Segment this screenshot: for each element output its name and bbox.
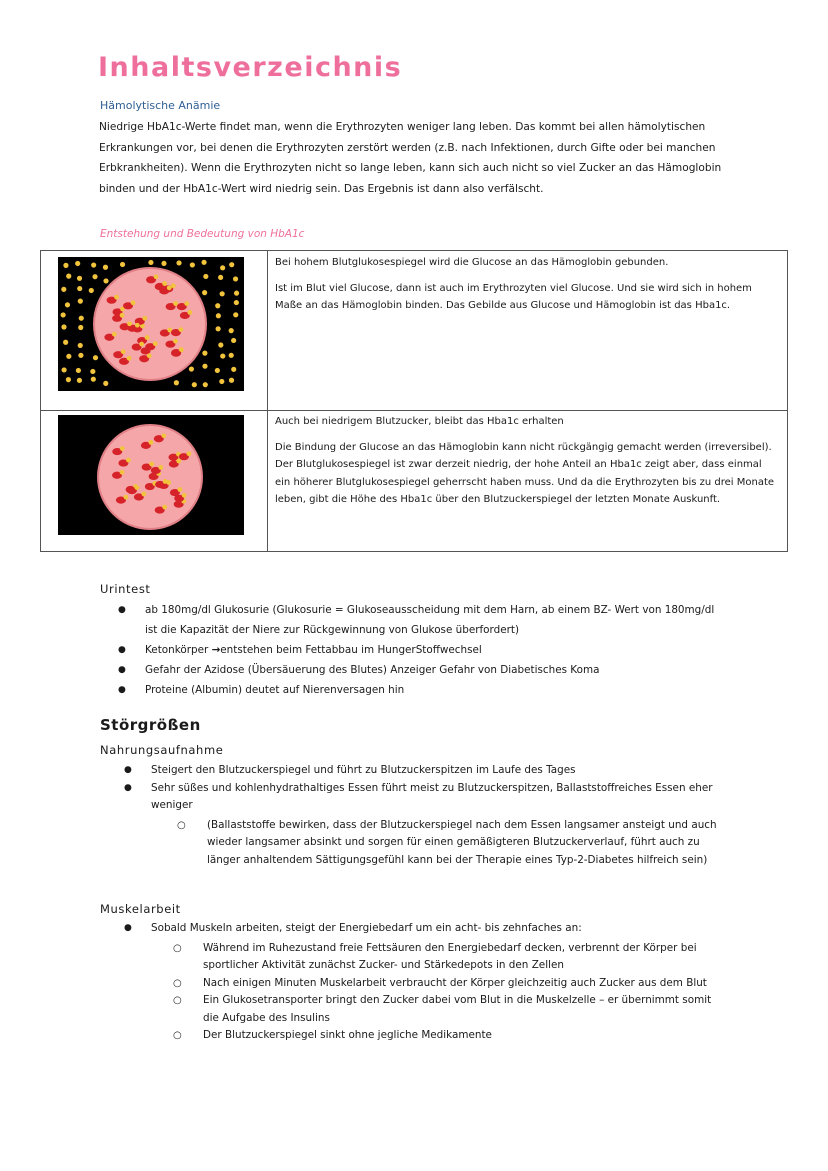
glucose-molecule [145,335,150,340]
glucose-molecule [161,433,166,438]
glucose-molecule [91,377,96,382]
glucose-molecule [202,364,207,369]
glucose-molecule [189,366,194,371]
glucose-molecule [66,377,71,382]
heading-entstehung: Entstehung und Bedeutung von HbA1c [100,228,305,240]
glucose-molecule [158,465,163,470]
glucose-molecule [234,291,239,296]
glucose-molecule [149,462,154,467]
heading-muskelarbeit: Muskelarbeit [100,902,181,916]
glucose-molecule [61,312,66,317]
glucose-molecule [190,262,195,267]
glucose-molecule [215,303,220,308]
glucose-molecule [63,263,68,268]
list-item [124,762,724,780]
glucose-molecule [161,261,166,266]
glucose-molecule [216,313,221,318]
list-item [118,640,718,660]
hba1c-table [40,250,788,552]
heading-urintest: Urintest [100,582,151,596]
row1-lead: Bei hohem Blutglukosespiegel wird die Glucose an das Hämoglobin gebunden. [275,257,669,268]
list-item [118,600,718,640]
glucose-molecule [233,276,238,281]
table-column-divider [267,251,268,551]
page-title: Inhaltsverzeichnis [98,52,403,83]
glucose-molecule [90,369,95,374]
glucose-molecule [163,479,168,484]
glucose-molecule [77,286,82,291]
sub-list-item [173,940,719,975]
glucose-molecule [131,300,136,305]
glucose-molecule [63,340,68,345]
glucose-molecule [218,342,223,347]
glucose-molecule [66,274,71,279]
glucose-molecule [162,505,167,510]
heading-nahrungsaufnahme: Nahrungsaufnahme [100,743,224,757]
glucose-molecule [65,302,70,307]
erythrocyte [94,268,206,380]
glucose-molecule [78,325,83,330]
sub-list-item [173,975,719,993]
glucose-molecule [103,381,108,386]
sub-list-item-text: (Ballaststoffe bewirken, dass der Blutzuckerspiegel nach dem Essen langsamer ansteigt und auch wieder langsamer absinkt und sorgen für einen gemäßigteren Blutzuckerverlauf, führt auch zu länger anhaltendem Sättigungsgefühl kann bei der Therapie eines Typ-2-Diabetes hilfreich sein) [207,818,717,866]
sub-list-item-text: Nach einigen Minuten Muskelarbeit verbraucht der Körper gleichzeitig auch Zucker aus dem Blut [203,976,707,989]
glucose-molecule [139,342,144,347]
glucose-molecule [167,285,172,290]
sub-list-item [173,992,719,1027]
glucose-molecule [184,301,189,306]
glucose-molecule [231,367,236,372]
glucose-molecule [75,261,80,266]
glucose-molecule [178,327,183,332]
row2-body: Die Bindung der Glucose an das Hämoglobin kann nicht rückgängig gemacht werden (irreversibel). Der Blutglukosespiegel ist zwar derzeit niedrig, der hohe Anteil an Hba1c zeigt aber, dass einmal ein höherer Blutglukosespiegel geherrscht haben muss. Und da die Erythrozyten bis zu drei Monate leben, gibt die Höhe des Hba1c über den Blutzuckerspiegel der letzten Monate Auskunft. [275,441,775,505]
glucose-molecule [201,260,206,265]
glucose-molecule [229,353,234,358]
glucose-molecule [229,262,234,267]
nahrung-sublist [177,817,717,870]
list-item-text-keton-rest: entstehen beim Fettabbau im HungerStoffwechsel [220,644,482,656]
table-row-divider [41,410,787,411]
glucose-molecule [78,299,83,304]
list-item [118,680,718,700]
glucose-molecule [176,260,181,265]
row2-lead: Auch bei niedrigem Blutzucker, bleibt das Hba1c erhalten [275,416,564,427]
sub-list-item [177,817,717,870]
glucose-molecule [120,313,125,318]
glucose-molecule [220,265,225,270]
glucose-molecule [135,323,140,328]
glucose-molecule [89,288,94,293]
glucose-molecule [229,378,234,383]
list-item-text: ab 180mg/dl Glukosurie (Glukosurie = Glukoseausscheidung mit dem Harn, ab einem BZ- Wert von 180mg/dl ist die Kapazität der Niere zur Rückgewinnung von Glukose überfordert) [145,604,715,636]
glucose-molecule [220,353,225,358]
glucose-molecule [66,354,71,359]
glucose-molecule [124,495,129,500]
list-item [118,660,718,680]
glucose-molecule [120,470,125,475]
urintest-list [118,600,718,700]
glucose-molecule [127,356,132,361]
glucose-molecule [234,300,239,305]
glucose-molecule [61,287,66,292]
table-cell-low-glucose [275,413,780,509]
glucose-molecule [203,274,208,279]
glucose-molecule [192,382,197,387]
sub-list-item [173,1027,719,1045]
glucose-molecule [93,355,98,360]
glucose-molecule [182,493,187,498]
list-item-text-keton: Ketonkörper [145,644,209,656]
list-item-text: Gefahr der Azidose (Übersäuerung des Blutes) Anzeiger Gefahr von Diabetisches Koma [145,664,600,676]
glucose-molecule [79,316,84,321]
glucose-molecule [177,487,182,492]
glucose-molecule [233,312,238,317]
glucose-molecule [126,458,131,463]
glucose-molecule [215,368,220,373]
glucose-molecule [120,446,125,451]
glucose-molecule [147,353,152,358]
glucose-molecule [220,291,225,296]
heading-stoergroessen: Störgrößen [100,716,201,734]
glucose-molecule [179,347,184,352]
list-item-text: Sehr süßes und kohlenhydrathaltiges Essen führt meist zu Blutzuckerspitzen, Ballaststoffreiches Essen eher weniger [151,781,713,811]
glucose-molecule [135,485,140,490]
glucose-molecule [77,276,82,281]
glucose-molecule [103,265,108,270]
list-item-text: Steigert den Blutzuckerspiegel und führt zu Blutzuckerspitzen im Laufe des Tages [151,764,576,776]
glucose-molecule [78,353,83,358]
glucose-molecule [216,326,221,331]
erythrocyte-high-glucose-image [58,257,244,391]
glucose-molecule [203,382,208,387]
glucose-molecule [149,440,154,445]
glucose-molecule [76,368,81,373]
list-item [124,920,724,1045]
glucose-molecule [120,262,125,267]
nahrung-list [124,762,724,869]
glucose-molecule [187,451,192,456]
glucose-molecule [187,310,192,315]
heading-haemolytische-anaemie: Hämolytische Anämie [100,99,221,112]
glucose-molecule [202,290,207,295]
muskel-sublist [173,940,719,1045]
erythrocyte-high-glucose-illustration [58,257,244,391]
glucose-molecule [78,343,83,348]
glucose-molecule [231,338,236,343]
glucose-molecule [162,281,167,286]
right-arrow-icon: → [211,644,221,656]
glucose-molecule [173,339,178,344]
glucose-molecule [92,274,97,279]
glucose-molecule [218,275,223,280]
sub-list-item-text: Ein Glukosetransporter bringt den Zucker dabei vom Blut in die Muskelzelle – er übernimmt somit die Aufgabe des Insulins [203,994,712,1024]
glucose-molecule [127,321,132,326]
glucose-molecule [202,351,207,356]
glucose-molecule [91,262,96,267]
glucose-molecule [173,301,178,306]
glucose-molecule [103,278,108,283]
table-cell-high-glucose [275,254,780,315]
glucose-molecule [114,295,119,300]
glucose-molecule [112,332,117,337]
list-item [124,780,724,870]
glucose-molecule [77,378,82,383]
glucose-molecule [219,379,224,384]
muskel-list [124,920,724,1045]
glucose-molecule [153,341,158,346]
glucose-molecule [176,459,181,464]
sub-list-item-text: Der Blutzuckerspiegel sinkt ohne jegliche Medikamente [203,1029,492,1041]
list-item-text: Sobald Muskeln arbeiten, steigt der Energiebedarf um ein acht- bis zehnfaches an: [151,922,582,934]
row1-body: Ist im Blut viel Glucose, dann ist auch im Erythrozyten viel Glucose. Und sie wird sich in hohem Maße an das Hämoglobin binden. Das Gebilde aus Glucose und Hämoglobin ist das Hba1c. [275,282,752,311]
glucose-molecule [141,492,146,497]
glucose-molecule [61,324,66,329]
glucose-molecule [148,260,153,265]
glucose-molecule [154,274,159,279]
list-item-text: Proteine (Albumin) deutet auf Nierenversagen hin [145,684,405,696]
glucose-molecule [229,328,234,333]
sub-list-item-text: Während im Ruhezustand freie Fettsäuren den Energiebedarf decken, verbrennt der Körper bei sportlicher Aktivität zunächst Zucker- und Stärkedepots in den Zellen [203,941,697,971]
glucose-molecule [142,316,147,321]
glucose-molecule [62,367,67,372]
paragraph-anaemie: Niedrige HbA1c-Werte findet man, wenn die Erythrozyten weniger lang leben. Das kommt bei allen hämolytischen Erkrankungen vor, bei denen die Erythrozyten zerstört werden (z.B. nach Infektionen, durch Gifte oder bei manchen Erbkrankheiten). Wenn die Erythrozyten nicht so lange leben, kann sich auch nicht so viel Zucker an das Hämoglobin binden und der HbA1c-Wert wird niedrig sein. Das Ergebnis ist dann also verfälscht. [99,121,722,195]
glucose-molecule [174,380,179,385]
erythrocyte-low-glucose-image [58,415,244,535]
glucose-molecule [121,349,126,354]
erythrocyte-low-glucose-illustration [58,415,244,535]
